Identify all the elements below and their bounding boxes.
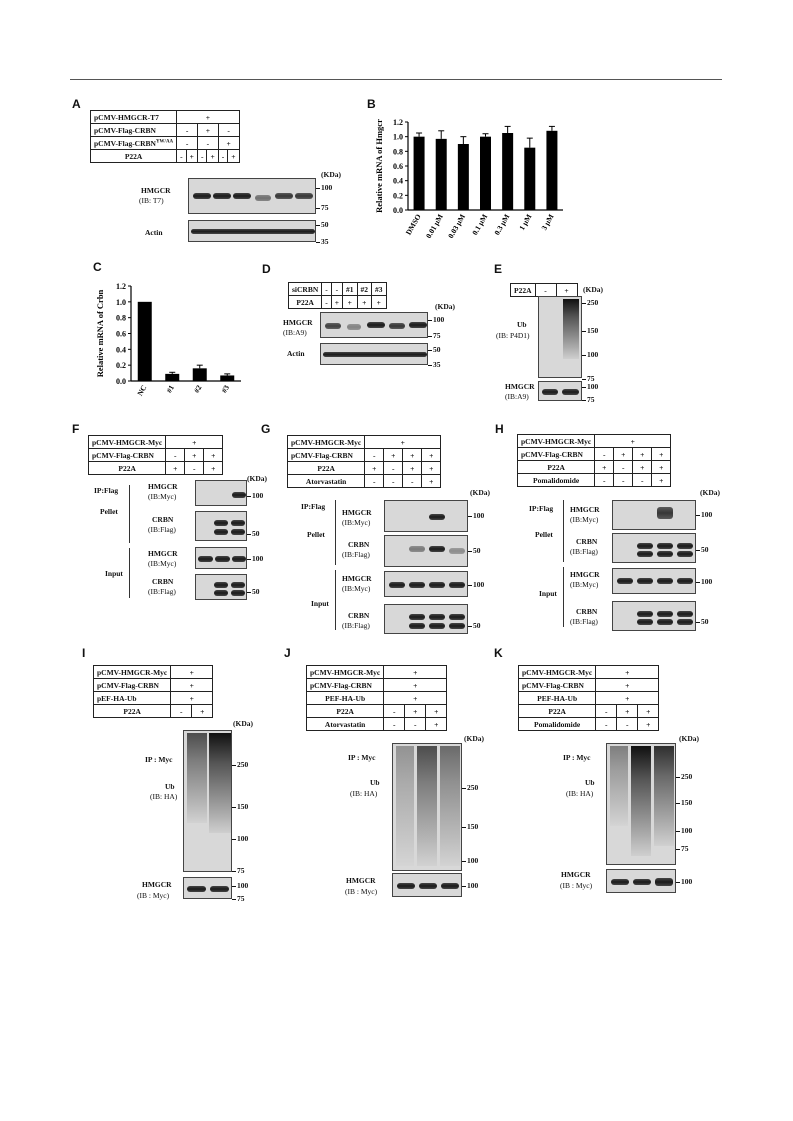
ip-label: IP : Myc xyxy=(563,753,591,762)
bar xyxy=(546,131,557,210)
panel-label: B xyxy=(367,97,376,111)
western-blot-hmgcr-ip xyxy=(384,500,468,532)
panel-label: D xyxy=(262,262,271,276)
mw-marker: 100 xyxy=(247,554,263,563)
mw-marker: 150 xyxy=(232,802,248,811)
y-tick-label: 0.8 xyxy=(116,313,126,323)
blot-label: HMGCR xyxy=(148,482,178,491)
western-blot-hmgcr xyxy=(392,873,462,897)
western-blot-hmgcr xyxy=(538,381,582,401)
mw-marker: 75 xyxy=(582,395,595,404)
blot-label: CRBN xyxy=(348,611,370,620)
blot-label: CRBN xyxy=(576,537,598,546)
panel-label: I xyxy=(82,646,86,660)
western-blot-hmgcr-input xyxy=(195,547,247,569)
condition-table: pCMV-HMGCR-Myc + pCMV-Flag-CRBN + pEF-HA-Ub + P22A - + xyxy=(93,665,213,718)
condition-table: pCMV-HMGCR-T7 + pCMV-Flag-CRBN - + - pCMV-$Flag-CRBN^{YW/AA}$ - - + P22A - + - + - + xyxy=(90,110,240,163)
condition-table: pCMV-HMGCR-Myc + pCMV-Flag-CRBN - + + P22A + - + xyxy=(88,435,223,475)
mw-marker: 75 xyxy=(582,374,595,383)
blot-label: Actin xyxy=(145,228,163,237)
blot-sublabel: (IB:Myc) xyxy=(148,559,177,568)
bar xyxy=(436,139,447,210)
mw-marker: 100 xyxy=(696,577,712,586)
panel-label: C xyxy=(93,260,102,274)
blot-label: HMGCR xyxy=(148,549,178,558)
kda-label: (KDa) xyxy=(679,734,699,743)
blot-sublabel: (IB : Myc) xyxy=(345,887,378,896)
mw-marker: 50 xyxy=(247,587,260,596)
x-tick-label: 0.01 μM xyxy=(423,212,445,240)
input-label: Input xyxy=(539,589,557,598)
mw-marker: 75 xyxy=(232,866,245,875)
blot-label: HMGCR xyxy=(505,382,535,391)
bar xyxy=(220,375,234,381)
mw-marker: 100 xyxy=(676,826,692,835)
western-blot-ub xyxy=(538,296,582,378)
blot-label: HMGCR xyxy=(141,186,171,195)
blot-label: HMGCR xyxy=(561,870,591,879)
mw-marker: 100 xyxy=(468,511,484,520)
mw-marker: 50 xyxy=(316,220,329,229)
kda-label: (KDa) xyxy=(464,734,484,743)
condition-table: pCMV-HMGCR-Myc + pCMV-Flag-CRBN + PEF-HA-Ub + P22A - + + Atorvastatin - - + xyxy=(306,665,447,731)
western-blot-ub xyxy=(183,730,232,872)
blot-label: HMGCR xyxy=(142,880,172,889)
y-tick-label: 0.4 xyxy=(116,345,126,355)
mw-marker: 100 xyxy=(232,834,248,843)
panel-label: F xyxy=(72,422,80,436)
input-label: Input xyxy=(105,569,123,578)
blot-sublabel: (IB:Flag) xyxy=(570,547,598,556)
mw-marker: 50 xyxy=(696,617,709,626)
blot-label: CRBN xyxy=(152,577,174,586)
western-blot-hmgcr-ip xyxy=(612,500,696,530)
blot-label: HMGCR xyxy=(342,574,372,583)
western-blot-ub xyxy=(606,743,676,865)
blot-label: Ub xyxy=(370,778,380,787)
input-label: Input xyxy=(311,599,329,608)
western-blot-ub xyxy=(392,743,462,871)
header-rule xyxy=(70,79,722,80)
mw-marker: 250 xyxy=(582,298,598,307)
blot-sublabel: (IB:Flag) xyxy=(342,621,370,630)
panel-label: G xyxy=(261,422,271,436)
ip-label: IP:Flag xyxy=(301,502,326,511)
y-tick-label: 0.0 xyxy=(116,377,126,386)
kda-label: (KDa) xyxy=(470,488,490,497)
mw-marker: 100 xyxy=(428,315,444,324)
kda-label: (KDa) xyxy=(233,719,253,728)
x-tick-label: 0.1 μM xyxy=(470,212,490,237)
blot-label: CRBN xyxy=(348,540,370,549)
mw-marker: 35 xyxy=(316,237,329,246)
x-tick-label: 0.03 μM xyxy=(446,212,468,240)
blot-sublabel: (IB: P4D1) xyxy=(496,331,530,340)
bar xyxy=(524,148,535,210)
blot-sublabel: (IB: T7) xyxy=(139,196,164,205)
mw-marker: 150 xyxy=(676,798,692,807)
mw-marker: 250 xyxy=(462,783,478,792)
bar xyxy=(502,133,513,210)
mw-marker: 100 xyxy=(247,491,263,500)
western-blot-hmgcr xyxy=(183,877,232,899)
bar xyxy=(414,137,425,210)
mw-marker: 50 xyxy=(696,545,709,554)
bar xyxy=(138,302,152,381)
blot-sublabel: (IB:Flag) xyxy=(570,617,598,626)
bar-chart-crbn xyxy=(93,266,253,406)
mw-marker: 100 xyxy=(582,350,598,359)
blot-label: HMGCR xyxy=(346,876,376,885)
blot-sublabel: (IB:Flag) xyxy=(148,587,176,596)
blot-sublabel: (IB:A9) xyxy=(283,328,307,337)
ip-label: IP : Myc xyxy=(145,755,173,764)
kda-label: (KDa) xyxy=(700,488,720,497)
blot-label: Ub xyxy=(517,320,527,329)
x-tick-label: #2 xyxy=(191,383,204,395)
y-axis-label: Relative mRNA of Crbn xyxy=(95,289,105,378)
mw-marker: 50 xyxy=(247,529,260,538)
blot-sublabel: (IB:Flag) xyxy=(148,525,176,534)
mw-marker: 100 xyxy=(696,510,712,519)
western-blot-hmgcr-input xyxy=(384,571,468,597)
y-tick-label: 1.2 xyxy=(393,118,403,127)
blot-label: CRBN xyxy=(576,607,598,616)
x-tick-label: 3 μM xyxy=(539,212,556,232)
y-tick-label: 1.2 xyxy=(116,282,126,291)
blot-sublabel: (IB:Myc) xyxy=(570,515,599,524)
mw-marker: 50 xyxy=(468,621,481,630)
mw-marker: 100 xyxy=(582,382,598,391)
western-blot-crbn-ip xyxy=(612,533,696,563)
ip-label: IP:Flag xyxy=(94,486,119,495)
mw-marker: 100 xyxy=(232,881,248,890)
x-tick-label: #3 xyxy=(219,383,231,395)
x-tick-label: DMSO xyxy=(403,212,423,237)
blot-sublabel: (IB:A9) xyxy=(505,392,529,401)
kda-label: (KDa) xyxy=(321,170,341,179)
x-tick-label: 0.3 μM xyxy=(492,212,512,237)
bar xyxy=(193,368,207,381)
bar xyxy=(165,374,179,381)
western-blot-actin xyxy=(320,343,428,365)
mw-marker: 50 xyxy=(428,345,441,354)
y-axis-label: Relative mRNA of Hmgcr xyxy=(374,119,384,213)
mw-marker: 50 xyxy=(468,546,481,555)
y-tick-label: 0.6 xyxy=(393,162,403,171)
blot-label: Actin xyxy=(287,349,305,358)
y-tick-label: 0.2 xyxy=(116,361,126,371)
blot-sublabel: (IB:Flag) xyxy=(342,550,370,559)
panel-label: H xyxy=(495,422,504,436)
mw-marker: 250 xyxy=(676,772,692,781)
condition-table: pCMV-HMGCR-Myc + pCMV-Flag-CRBN + PEF-HA-Ub + P22A - + + Pomalidomide - - + xyxy=(518,665,659,731)
blot-label: Ub xyxy=(165,782,175,791)
x-tick-label: 1 μM xyxy=(517,212,534,232)
condition-table: siCRBN - - #1 #2 #3 P22A - + + + + xyxy=(288,282,387,309)
blot-sublabel: (IB: HA) xyxy=(566,789,594,798)
panel-label: J xyxy=(284,646,291,660)
y-tick-label: 0.8 xyxy=(393,147,403,157)
condition-table: P22A - + xyxy=(510,283,578,297)
panel-label: A xyxy=(72,97,81,111)
condition-table: pCMV-HMGCR-Myc + pCMV-Flag-CRBN - + + + P22A + - + + Pomalidomide - - - + xyxy=(517,434,671,487)
mw-marker: 75 xyxy=(232,894,245,903)
row-label: pCMV-HMGCR-T7 xyxy=(91,111,177,124)
ip-label: IP : Myc xyxy=(348,753,376,762)
y-tick-label: 0.2 xyxy=(393,191,403,201)
western-blot-actin xyxy=(188,220,316,242)
kda-label: (KDa) xyxy=(247,474,267,483)
y-tick-label: 1.0 xyxy=(393,132,403,142)
blot-sublabel: (IB:Myc) xyxy=(570,580,599,589)
mw-marker: 100 xyxy=(468,580,484,589)
bar xyxy=(480,137,491,210)
mw-marker: 100 xyxy=(462,856,478,865)
western-blot-crbn-input xyxy=(195,574,247,600)
western-blot-hmgcr-ip xyxy=(195,480,247,506)
kda-label: (KDa) xyxy=(583,285,603,294)
ip-label: IP:Flag xyxy=(529,504,554,513)
panel-label: K xyxy=(494,646,503,660)
mw-marker: 75 xyxy=(428,331,441,340)
mw-marker: 75 xyxy=(316,203,329,212)
kda-label: (KDa) xyxy=(435,302,455,311)
blot-sublabel: (IB:Myc) xyxy=(342,584,371,593)
western-blot-hmgcr xyxy=(320,312,428,338)
western-blot-crbn-ip xyxy=(384,535,468,567)
y-tick-label: 1.0 xyxy=(116,297,126,307)
mw-marker: 100 xyxy=(676,877,692,886)
mw-marker: 150 xyxy=(582,326,598,335)
mw-marker: 35 xyxy=(428,360,441,369)
western-blot-crbn-input xyxy=(384,604,468,634)
y-tick-label: 0.4 xyxy=(393,176,403,186)
panel-label: E xyxy=(494,262,503,276)
western-blot-hmgcr xyxy=(188,178,316,214)
pellet-label: Pellet xyxy=(307,530,325,539)
blot-sublabel: (IB: HA) xyxy=(350,789,378,798)
western-blot-hmgcr-input xyxy=(612,568,696,594)
pellet-label: Pellet xyxy=(535,530,553,539)
mw-marker: 100 xyxy=(316,183,332,192)
mw-marker: 250 xyxy=(232,760,248,769)
blot-sublabel: (IB: HA) xyxy=(150,792,178,801)
x-tick-label: #1 xyxy=(164,383,176,395)
western-blot-crbn-input xyxy=(612,601,696,631)
condition-table: pCMV-HMGCR-Myc + pCMV-Flag-CRBN - + + + P22A + - + + Atorvastatin - - - + xyxy=(287,435,441,488)
y-tick-label: 0.0 xyxy=(393,206,403,215)
y-tick-label: 0.6 xyxy=(116,329,126,339)
bar-chart-hmgcr xyxy=(370,108,570,258)
blot-sublabel: (IB:Myc) xyxy=(148,492,177,501)
blot-sublabel: (IB : Myc) xyxy=(560,881,593,890)
blot-sublabel: (IB : Myc) xyxy=(137,891,170,900)
western-blot-hmgcr xyxy=(606,869,676,893)
blot-sublabel: (IB:Myc) xyxy=(342,518,371,527)
mw-marker: 75 xyxy=(676,844,689,853)
x-tick-label: NC xyxy=(135,383,149,398)
pellet-label: Pellet xyxy=(100,507,118,516)
blot-label: HMGCR xyxy=(342,508,372,517)
blot-label: HMGCR xyxy=(570,505,600,514)
blot-label: CRBN xyxy=(152,515,174,524)
western-blot-crbn-ip xyxy=(195,511,247,541)
mw-marker: 100 xyxy=(462,881,478,890)
blot-label: HMGCR xyxy=(570,570,600,579)
bar xyxy=(458,144,469,210)
blot-label: HMGCR xyxy=(283,318,313,327)
blot-label: Ub xyxy=(585,778,595,787)
mw-marker: 150 xyxy=(462,822,478,831)
